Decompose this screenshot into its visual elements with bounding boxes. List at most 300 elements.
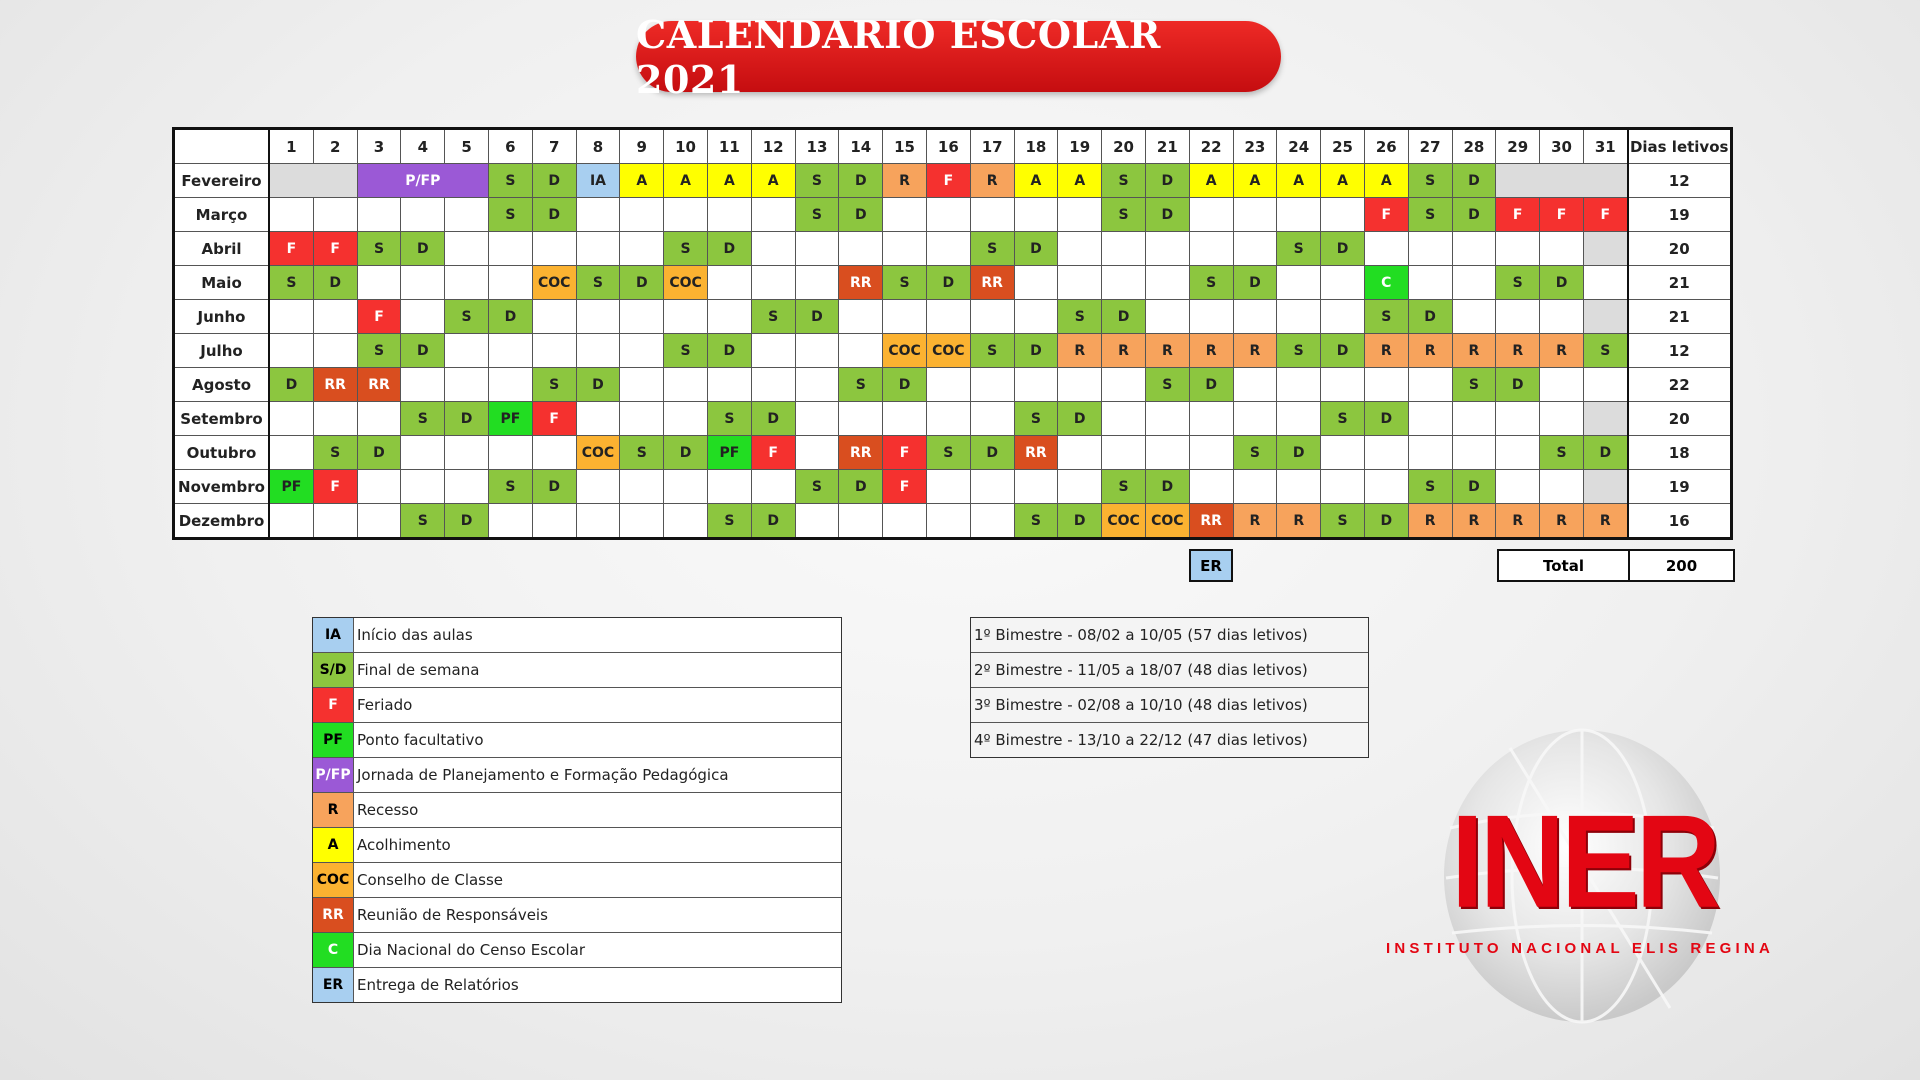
day-cell bbox=[1321, 436, 1365, 470]
legend-text: Entrega de Relatórios bbox=[357, 976, 519, 994]
day-cell: S bbox=[620, 436, 664, 470]
day-cell bbox=[1452, 266, 1496, 300]
day-cell bbox=[751, 334, 795, 368]
day-cell: RR bbox=[839, 266, 883, 300]
day-cell: S bbox=[707, 504, 751, 539]
day-cell bbox=[1277, 368, 1321, 402]
day-cell: D bbox=[401, 334, 445, 368]
day-cell: PF bbox=[269, 470, 313, 504]
legend-code: P/FP bbox=[313, 758, 354, 792]
day-cell bbox=[445, 232, 489, 266]
month-row bbox=[174, 470, 1732, 504]
day-cell: S bbox=[1014, 504, 1058, 539]
day-cell bbox=[707, 368, 751, 402]
day-cell: D bbox=[707, 232, 751, 266]
day-cell bbox=[1102, 402, 1146, 436]
day-cell bbox=[839, 232, 883, 266]
month-name: Julho bbox=[174, 334, 270, 368]
day-cell bbox=[1321, 300, 1365, 334]
day-cell: S bbox=[1364, 300, 1408, 334]
legend-text: Feriado bbox=[357, 696, 413, 714]
day-cell bbox=[269, 436, 313, 470]
day-cell bbox=[795, 402, 839, 436]
day-header-28: 28 bbox=[1452, 129, 1496, 164]
day-cell: F bbox=[883, 470, 927, 504]
day-cell bbox=[926, 402, 970, 436]
day-cell: D bbox=[1408, 300, 1452, 334]
month-name: Novembro bbox=[174, 470, 270, 504]
day-header-1: 1 bbox=[269, 129, 313, 164]
day-cell bbox=[1364, 436, 1408, 470]
day-cell bbox=[1189, 232, 1233, 266]
day-cell: D bbox=[1145, 470, 1189, 504]
day-cell bbox=[1540, 470, 1584, 504]
day-cell bbox=[1189, 402, 1233, 436]
day-header-9: 9 bbox=[620, 129, 664, 164]
day-cell: A bbox=[1321, 164, 1365, 198]
day-cell bbox=[1364, 368, 1408, 402]
day-cell bbox=[620, 470, 664, 504]
day-cell bbox=[620, 402, 664, 436]
day-cell: D bbox=[401, 232, 445, 266]
day-cell: D bbox=[839, 470, 883, 504]
day-cell: S bbox=[1102, 198, 1146, 232]
day-cell: D bbox=[1058, 504, 1102, 539]
day-cell: A bbox=[1277, 164, 1321, 198]
day-cell: D bbox=[1496, 368, 1540, 402]
legend-code: PF bbox=[313, 723, 354, 757]
day-cell bbox=[664, 300, 708, 334]
day-cell: A bbox=[620, 164, 664, 198]
day-cell bbox=[445, 334, 489, 368]
day-header-29: 29 bbox=[1496, 129, 1540, 164]
day-cell: F bbox=[357, 300, 401, 334]
day-cell: D bbox=[707, 334, 751, 368]
day-cell bbox=[532, 300, 576, 334]
day-header-2: 2 bbox=[313, 129, 357, 164]
day-header-22: 22 bbox=[1189, 129, 1233, 164]
day-cell bbox=[488, 436, 532, 470]
day-cell: R bbox=[883, 164, 927, 198]
day-header-4: 4 bbox=[401, 129, 445, 164]
day-cell bbox=[488, 368, 532, 402]
day-cell: D bbox=[532, 198, 576, 232]
day-cell bbox=[532, 504, 576, 539]
day-cell: D bbox=[1102, 300, 1146, 334]
day-cell bbox=[1408, 266, 1452, 300]
day-cell bbox=[839, 504, 883, 539]
day-cell bbox=[1452, 402, 1496, 436]
day-cell bbox=[1496, 436, 1540, 470]
month-name: Dezembro bbox=[174, 504, 270, 539]
day-cell: F bbox=[926, 164, 970, 198]
day-cell bbox=[576, 470, 620, 504]
day-cell bbox=[1233, 198, 1277, 232]
day-header-12: 12 bbox=[751, 129, 795, 164]
day-cell: D bbox=[1277, 436, 1321, 470]
day-cell: S bbox=[1277, 334, 1321, 368]
day-cell bbox=[313, 300, 357, 334]
day-cell bbox=[576, 300, 620, 334]
day-cell bbox=[707, 198, 751, 232]
day-cell bbox=[401, 266, 445, 300]
day-cell bbox=[1145, 402, 1189, 436]
day-cell bbox=[970, 368, 1014, 402]
legend-text: Jornada de Planejamento e Formação Pedagógica bbox=[357, 766, 729, 784]
day-cell bbox=[357, 266, 401, 300]
month-row bbox=[174, 504, 1732, 539]
day-cell: R bbox=[1452, 334, 1496, 368]
day-cell bbox=[1014, 266, 1058, 300]
day-cell: D bbox=[1452, 470, 1496, 504]
month-name: Setembro bbox=[174, 402, 270, 436]
day-cell bbox=[357, 402, 401, 436]
day-cell: D bbox=[751, 402, 795, 436]
day-cell: F bbox=[313, 232, 357, 266]
day-cell bbox=[926, 232, 970, 266]
day-cell: S bbox=[970, 232, 1014, 266]
day-cell bbox=[1452, 436, 1496, 470]
day-cell: A bbox=[1233, 164, 1277, 198]
legend-text: Final de semana bbox=[357, 661, 480, 679]
legend-text: Acolhimento bbox=[357, 836, 451, 854]
day-cell bbox=[1496, 300, 1540, 334]
legend-code: S/D bbox=[313, 653, 354, 687]
bimestres-table bbox=[970, 617, 1369, 758]
day-cell bbox=[1058, 198, 1102, 232]
day-cell: S bbox=[1233, 436, 1277, 470]
dias-letivos-value: 20 bbox=[1628, 232, 1732, 266]
day-cell bbox=[664, 504, 708, 539]
day-cell bbox=[269, 198, 313, 232]
day-cell: S bbox=[576, 266, 620, 300]
day-cell: IA bbox=[576, 164, 620, 198]
day-cell: S bbox=[664, 232, 708, 266]
day-cell bbox=[313, 504, 357, 539]
day-cell: D bbox=[313, 266, 357, 300]
day-header-31: 31 bbox=[1583, 129, 1627, 164]
day-cell: D bbox=[1583, 436, 1627, 470]
day-cell: R bbox=[1496, 504, 1540, 539]
day-cell: S bbox=[839, 368, 883, 402]
legend-row bbox=[313, 792, 841, 827]
day-cell bbox=[1540, 232, 1584, 266]
day-cell bbox=[970, 300, 1014, 334]
day-cell bbox=[445, 368, 489, 402]
day-cell bbox=[269, 334, 313, 368]
day-cell bbox=[970, 470, 1014, 504]
legend-row bbox=[313, 652, 841, 687]
day-cell: D bbox=[1540, 266, 1584, 300]
day-header-23: 23 bbox=[1233, 129, 1277, 164]
day-cell: S bbox=[883, 266, 927, 300]
day-cell bbox=[1321, 198, 1365, 232]
day-cell bbox=[1233, 368, 1277, 402]
day-cell bbox=[839, 402, 883, 436]
month-name: Junho bbox=[174, 300, 270, 334]
day-cell: F bbox=[1496, 198, 1540, 232]
day-cell bbox=[795, 232, 839, 266]
day-cell bbox=[1014, 300, 1058, 334]
day-cell bbox=[707, 300, 751, 334]
dias-letivos-value: 12 bbox=[1628, 334, 1732, 368]
day-cell bbox=[1102, 266, 1146, 300]
legend-code: F bbox=[313, 688, 354, 722]
day-cell bbox=[620, 198, 664, 232]
day-cell bbox=[1364, 470, 1408, 504]
day-cell: S bbox=[1408, 164, 1452, 198]
calendar-header-row bbox=[174, 129, 1732, 164]
dias-letivos-value: 18 bbox=[1628, 436, 1732, 470]
day-cell bbox=[664, 470, 708, 504]
day-cell bbox=[1277, 300, 1321, 334]
day-cell: D bbox=[1321, 232, 1365, 266]
day-cell: D bbox=[269, 368, 313, 402]
day-cell: S bbox=[488, 470, 532, 504]
day-cell: D bbox=[1364, 504, 1408, 539]
day-cell: D bbox=[445, 402, 489, 436]
logo-subtitle: INSTITUTO NACIONAL ELIS REGINA bbox=[1386, 940, 1774, 957]
day-cell bbox=[1189, 436, 1233, 470]
day-cell bbox=[401, 368, 445, 402]
day-cell bbox=[1277, 266, 1321, 300]
day-cell bbox=[883, 300, 927, 334]
day-cell bbox=[1321, 368, 1365, 402]
day-cell bbox=[357, 198, 401, 232]
day-cell bbox=[1189, 300, 1233, 334]
day-cell bbox=[1058, 368, 1102, 402]
day-header-16: 16 bbox=[926, 129, 970, 164]
day-cell: RR bbox=[357, 368, 401, 402]
day-cell: D bbox=[664, 436, 708, 470]
day-cell bbox=[1233, 402, 1277, 436]
day-cell: R bbox=[1233, 334, 1277, 368]
day-cell: D bbox=[970, 436, 1014, 470]
day-header-11: 11 bbox=[707, 129, 751, 164]
day-cell: S bbox=[1058, 300, 1102, 334]
day-cell bbox=[795, 436, 839, 470]
month-name: Fevereiro bbox=[174, 164, 270, 198]
legend-text: Recesso bbox=[357, 801, 419, 819]
day-header-24: 24 bbox=[1277, 129, 1321, 164]
day-cell: D bbox=[1452, 198, 1496, 232]
day-cell: RR bbox=[1189, 504, 1233, 539]
day-cell: D bbox=[926, 266, 970, 300]
legend-text: Início das aulas bbox=[357, 626, 473, 644]
day-cell bbox=[664, 368, 708, 402]
day-cell bbox=[1321, 470, 1365, 504]
day-cell: D bbox=[839, 198, 883, 232]
day-cell: R bbox=[1364, 334, 1408, 368]
month-row bbox=[174, 436, 1732, 470]
day-cell: S bbox=[1014, 402, 1058, 436]
day-cell bbox=[926, 300, 970, 334]
day-cell bbox=[707, 470, 751, 504]
day-cell bbox=[1102, 232, 1146, 266]
day-cell bbox=[1058, 470, 1102, 504]
day-cell bbox=[795, 266, 839, 300]
day-cell bbox=[357, 504, 401, 539]
day-cell bbox=[1452, 232, 1496, 266]
day-cell: COC bbox=[926, 334, 970, 368]
day-cell bbox=[970, 402, 1014, 436]
day-cell: A bbox=[1189, 164, 1233, 198]
day-cell bbox=[269, 402, 313, 436]
month-name: Abril bbox=[174, 232, 270, 266]
legend-table bbox=[312, 617, 842, 1003]
day-cell bbox=[751, 232, 795, 266]
day-header-14: 14 bbox=[839, 129, 883, 164]
day-cell bbox=[576, 402, 620, 436]
day-cell bbox=[1583, 368, 1627, 402]
day-cell bbox=[1058, 232, 1102, 266]
day-cell bbox=[313, 198, 357, 232]
dias-letivos-value: 16 bbox=[1628, 504, 1732, 539]
month-row bbox=[174, 334, 1732, 368]
day-cell bbox=[1058, 436, 1102, 470]
no-day-cell bbox=[269, 164, 357, 198]
day-cell: D bbox=[1014, 232, 1058, 266]
dias-letivos-header: Dias letivos bbox=[1628, 129, 1732, 164]
day-cell bbox=[488, 232, 532, 266]
day-cell: R bbox=[1540, 334, 1584, 368]
day-cell: S bbox=[1540, 436, 1584, 470]
day-cell: F bbox=[532, 402, 576, 436]
legend-row bbox=[313, 967, 841, 1002]
day-cell bbox=[795, 368, 839, 402]
legend-code: ER bbox=[313, 968, 354, 1002]
day-cell bbox=[664, 402, 708, 436]
day-cell: D bbox=[1058, 402, 1102, 436]
day-cell bbox=[1408, 402, 1452, 436]
day-cell bbox=[401, 436, 445, 470]
day-cell bbox=[839, 300, 883, 334]
day-cell: S bbox=[1321, 504, 1365, 539]
day-cell bbox=[488, 266, 532, 300]
day-cell: S bbox=[926, 436, 970, 470]
day-cell bbox=[269, 300, 313, 334]
month-name: Maio bbox=[174, 266, 270, 300]
no-day-cell bbox=[1496, 164, 1628, 198]
day-header-6: 6 bbox=[488, 129, 532, 164]
day-cell bbox=[751, 368, 795, 402]
day-cell: S bbox=[401, 402, 445, 436]
month-name: Março bbox=[174, 198, 270, 232]
day-cell bbox=[620, 368, 664, 402]
day-cell bbox=[313, 334, 357, 368]
legend-row bbox=[313, 757, 841, 792]
day-cell bbox=[1540, 300, 1584, 334]
logo-wordmark: INER bbox=[1451, 788, 1717, 936]
total-label: Total bbox=[1497, 549, 1630, 582]
day-cell: S bbox=[795, 198, 839, 232]
day-cell: PF bbox=[707, 436, 751, 470]
day-cell: RR bbox=[313, 368, 357, 402]
day-cell: R bbox=[1277, 504, 1321, 539]
day-cell bbox=[488, 504, 532, 539]
day-cell: S bbox=[707, 402, 751, 436]
day-cell: D bbox=[1233, 266, 1277, 300]
bimestre-row: 1º Bimestre - 08/02 a 10/05 (57 dias letivos) bbox=[974, 626, 1308, 644]
day-cell: F bbox=[313, 470, 357, 504]
day-cell bbox=[1145, 266, 1189, 300]
day-cell bbox=[313, 402, 357, 436]
day-cell: RR bbox=[839, 436, 883, 470]
day-cell bbox=[1145, 436, 1189, 470]
day-cell bbox=[576, 198, 620, 232]
day-cell bbox=[1452, 300, 1496, 334]
day-cell bbox=[1189, 198, 1233, 232]
legend-code: RR bbox=[313, 898, 354, 932]
day-cell: A bbox=[1058, 164, 1102, 198]
day-cell bbox=[1408, 436, 1452, 470]
day-cell bbox=[926, 470, 970, 504]
day-cell bbox=[576, 232, 620, 266]
dias-letivos-value: 21 bbox=[1628, 266, 1732, 300]
legend-code: IA bbox=[313, 618, 354, 652]
day-cell bbox=[970, 198, 1014, 232]
day-header-3: 3 bbox=[357, 129, 401, 164]
day-cell: S bbox=[1408, 470, 1452, 504]
day-cell: S bbox=[751, 300, 795, 334]
bimestre-row: 3º Bimestre - 02/08 a 10/10 (48 dias letivos) bbox=[971, 687, 1368, 722]
day-cell bbox=[620, 300, 664, 334]
day-cell: COC bbox=[664, 266, 708, 300]
dias-letivos-value: 12 bbox=[1628, 164, 1732, 198]
day-cell bbox=[795, 334, 839, 368]
day-cell bbox=[1233, 232, 1277, 266]
day-cell bbox=[1408, 368, 1452, 402]
day-cell: COC bbox=[1145, 504, 1189, 539]
day-header-18: 18 bbox=[1014, 129, 1058, 164]
day-cell: F bbox=[1540, 198, 1584, 232]
day-cell: D bbox=[532, 470, 576, 504]
dias-letivos-value: 22 bbox=[1628, 368, 1732, 402]
day-cell: S bbox=[357, 334, 401, 368]
day-cell bbox=[445, 266, 489, 300]
day-header-17: 17 bbox=[970, 129, 1014, 164]
calendar-table bbox=[172, 127, 1733, 540]
day-header-30: 30 bbox=[1540, 129, 1584, 164]
day-cell: R bbox=[1058, 334, 1102, 368]
day-cell bbox=[488, 334, 532, 368]
day-cell bbox=[401, 198, 445, 232]
month-row bbox=[174, 266, 1732, 300]
day-cell bbox=[1102, 436, 1146, 470]
month-row bbox=[174, 198, 1732, 232]
day-cell: S bbox=[401, 504, 445, 539]
day-cell: P/FP bbox=[357, 164, 488, 198]
legend-row bbox=[313, 862, 841, 897]
day-cell: COC bbox=[1102, 504, 1146, 539]
legend-code: COC bbox=[313, 863, 354, 897]
day-header-21: 21 bbox=[1145, 129, 1189, 164]
day-cell bbox=[1102, 368, 1146, 402]
day-cell: F bbox=[883, 436, 927, 470]
day-cell: A bbox=[1014, 164, 1058, 198]
day-cell: PF bbox=[488, 402, 532, 436]
day-cell: S bbox=[1277, 232, 1321, 266]
day-cell: COC bbox=[576, 436, 620, 470]
dias-letivos-value: 20 bbox=[1628, 402, 1732, 436]
day-cell: S bbox=[795, 470, 839, 504]
day-header-13: 13 bbox=[795, 129, 839, 164]
legend-text: Dia Nacional do Censo Escolar bbox=[357, 941, 585, 959]
day-cell: R bbox=[1452, 504, 1496, 539]
month-row bbox=[174, 402, 1732, 436]
day-cell bbox=[1540, 368, 1584, 402]
day-header-8: 8 bbox=[576, 129, 620, 164]
